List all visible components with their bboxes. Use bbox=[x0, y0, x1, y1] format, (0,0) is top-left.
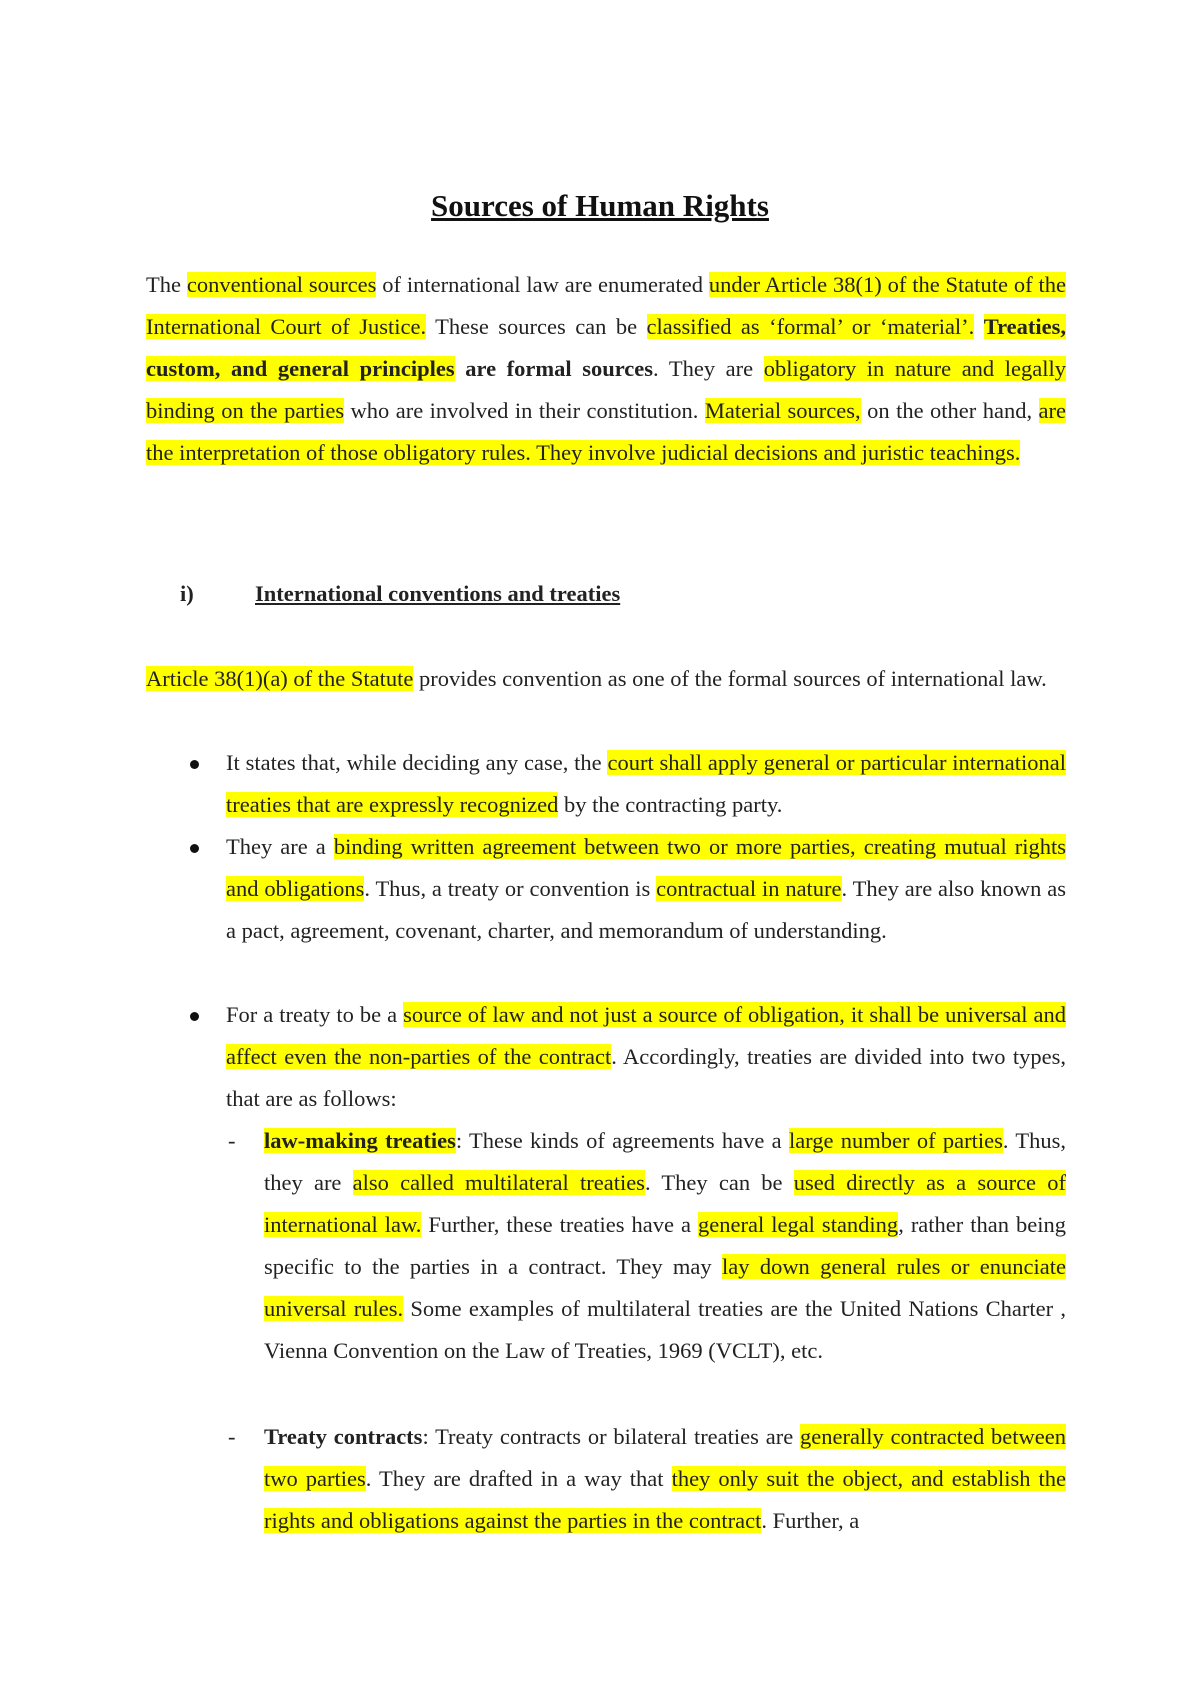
text-run: These sources can be bbox=[426, 314, 647, 339]
text-run: : Treaty contracts or bilateral treaties are bbox=[422, 1424, 801, 1449]
bullet-item bbox=[226, 826, 1066, 952]
highlight-run: binding written agreement between two or more parties, creating mutual rights and obligations bbox=[226, 834, 1067, 901]
bullet-dot-icon bbox=[190, 844, 199, 853]
bullet-dot-icon bbox=[190, 1012, 199, 1021]
text-run: . They are drafted in a way that bbox=[365, 1466, 672, 1491]
text-run: , rather than being specific to the parties in a contract. They may bbox=[264, 1212, 1067, 1279]
text-run: . They are bbox=[653, 356, 764, 381]
text-run: . Further, a bbox=[761, 1508, 860, 1533]
text-run: The bbox=[146, 272, 187, 297]
highlight-run: are the interpretation of those obligatory rules. They involve judicial decisions and juristic teachings. bbox=[146, 398, 1066, 465]
intro-paragraph bbox=[146, 264, 1066, 474]
highlight-run: general legal standing bbox=[698, 1212, 899, 1237]
highlight-run: Article 38(1)(a) of the Statute bbox=[146, 666, 414, 691]
text-run: by the contracting party. bbox=[558, 792, 783, 817]
text-run: They are a bbox=[226, 834, 334, 859]
text-run: on the other hand, bbox=[860, 398, 1039, 423]
text-run: . They can be bbox=[644, 1170, 794, 1195]
text-run: Further, these treaties have a bbox=[421, 1212, 698, 1237]
sub-item bbox=[228, 1120, 1067, 1372]
dash-marker: - bbox=[228, 1128, 236, 1153]
text-run bbox=[974, 314, 983, 339]
highlight-run: used directly as a source of international law. bbox=[264, 1170, 1066, 1237]
highlight-run: obligatory in nature and legally binding on the parties bbox=[146, 356, 1066, 423]
highlight-run: under Article 38(1) of the Statute of the International Court of Justice. bbox=[146, 272, 1066, 339]
bold-run: are formal sources bbox=[454, 356, 654, 381]
text-run: : These kinds of agreements have a bbox=[455, 1128, 789, 1153]
text-run: . Thus, a treaty or convention is bbox=[364, 876, 657, 901]
text-run: It states that, while deciding any case, the bbox=[226, 750, 608, 775]
highlight-run: conventional sources bbox=[186, 272, 377, 297]
bold-run: Treaty contracts bbox=[264, 1424, 423, 1449]
highlight-run: contractual in nature bbox=[656, 876, 842, 901]
highlight-run: they only suit the object, and establish the rights and obligations against the parties in the contract bbox=[264, 1466, 1066, 1533]
text-run: . They are also known as a pact, agreement, covenant, charter, and memorandum of understanding. bbox=[226, 876, 1066, 943]
text-run: For a treaty to be a bbox=[226, 1002, 404, 1027]
bold-highlight-run: law-making treaties bbox=[264, 1128, 456, 1153]
bold-highlight-run: Treaties, custom, and general principles bbox=[146, 314, 1067, 381]
highlight-run: also called multilateral treaties bbox=[352, 1170, 645, 1195]
text-run: Some examples of multilateral treaties are the United Nations Charter , Vienna Convention on the Law of Treaties, 1969 (VCLT), etc. bbox=[264, 1296, 1066, 1363]
highlight-run: Material sources, bbox=[704, 398, 861, 423]
bullet-item bbox=[226, 994, 1066, 1120]
text-run: of international law are enumerated bbox=[376, 272, 709, 297]
text-run: provides convention as one of the formal sources of international law. bbox=[413, 666, 1047, 691]
text-run: . Thus, they are bbox=[264, 1128, 1067, 1195]
section-number: i) bbox=[180, 581, 194, 606]
text-run: who are involved in their constitution. bbox=[344, 398, 705, 423]
highlight-run: large number of parties bbox=[788, 1128, 1003, 1153]
page-title: Sources of Human Rights bbox=[431, 188, 769, 223]
bullet-dot-icon bbox=[190, 760, 199, 769]
sub-item bbox=[228, 1416, 1067, 1542]
section-heading-text: International conventions and treaties bbox=[255, 581, 621, 606]
section-lead-paragraph bbox=[146, 658, 1066, 700]
bullet-item bbox=[226, 742, 1066, 826]
dash-marker: - bbox=[228, 1424, 236, 1449]
text-run: . Accordingly, treaties are divided into two types, that are as follows: bbox=[226, 1044, 1066, 1111]
highlight-run: classified as ‘formal’ or ‘material’. bbox=[646, 314, 975, 339]
highlight-run: source of law and not just a source of obligation, it shall be universal and affect even the non-parties of the contract bbox=[226, 1002, 1067, 1069]
highlight-run: court shall apply general or particular international treaties that are expressly recognized bbox=[226, 750, 1066, 817]
highlight-run: generally contracted between two parties bbox=[264, 1424, 1067, 1491]
highlight-run: lay down general rules or enunciate universal rules. bbox=[264, 1254, 1066, 1321]
